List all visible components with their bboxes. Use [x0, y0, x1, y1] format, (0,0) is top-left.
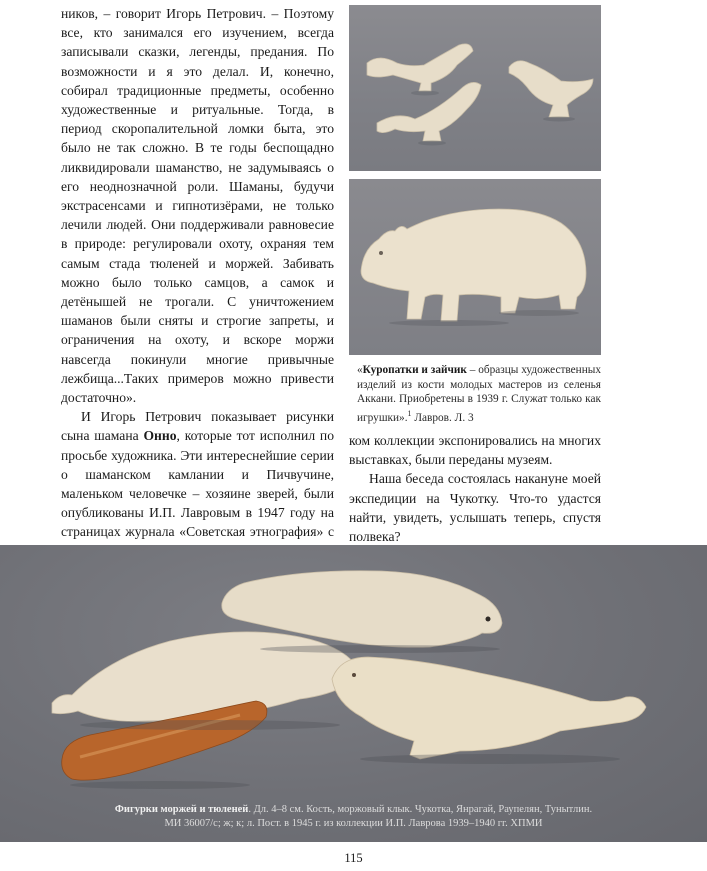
bird-figurine — [509, 61, 593, 117]
hare-figurine — [361, 209, 586, 321]
caption-title: Фигурки моржей и тюленей — [114, 804, 249, 815]
seal-figurine — [52, 632, 358, 722]
photo-birds — [349, 5, 601, 171]
page-number: 115 — [344, 851, 363, 865]
paragraph: Наша беседа состоялась накануне моей экспедиции на Чукотку. Что-то удастся найти, увидеть, услышать теперь, спустя полвека? — [349, 471, 601, 545]
caption-title: Куропатки и зайчик — [362, 364, 467, 376]
bold-name: Онно — [143, 428, 177, 444]
left-column-text — [61, 4, 334, 580]
right-column-text — [349, 431, 601, 546]
photo-caption-bottom: Фигурки моржей и тюленей. Дл. 4–8 см. Кость, моржовый клык. Чукотка, Янрагай, Раупелян, Тунытлин. МИ 36007/с; ж; к; л. Пост. в 1945 г. из коллекции И.П. Лаврова 1939–1940 гг. ХПМИ — [114, 804, 593, 829]
photo-caption: «Куропатки и зайчик – образцы художественных изделий из кости молодых мастеров из селенья Аккани. Приобретены в 1939 г. Служат только как игрушки».$^1$ Лавров. Л. 3 — [357, 364, 602, 424]
photo-seals — [0, 545, 707, 842]
bird-figurine — [367, 44, 473, 91]
paragraph: И Игорь Петрович показывает рисунки сына шамана Онно, которые тот исполнил по просьбе художника. Эти интереснейшие серии о шаманском камлании и Пичвучине, маленьком человечке – хозяине зверей, были опубликованы И.П. Лавровым в 1947 году на страницах журнала «Советская этнография» с — [61, 409, 334, 540]
paragraph: ников, – говорит Игорь Петрович. – Поэтому все, кто занимался его изучением, всегда записывали сказки, легенды, предания. По возможности и я это делал. И, конечно, собирал традиционные предметы, особенно художественные и ритуальные. Тогда, в период скоропалительной ломки быта, это было не так сложно. В те годы беспощадно ликвидировали шаманство, не задумываясь о его неоднозначной роли. Шаманы, будучи экстрасенсами и гипнотизёрами, не только лечили людей. Они поддерживали равновесие в природе: регулировали охоту, охраняя тем самым стада тюленей и моржей. Забивать можно было только самцов, а самок и детёнышей не трогали. С уничтожением шаманов были сняты и строгие запреты, и ограничения на охоту, и вскоре моржи навсегда покинули многие привычные лежбища...Таких примеров можно привести достаточно». — [61, 6, 334, 406]
seal-figurine — [332, 657, 646, 759]
paragraph: ком коллекции экспонировались на многих выставках, были переданы музеям. — [349, 433, 601, 468]
photo-hare — [349, 179, 601, 355]
